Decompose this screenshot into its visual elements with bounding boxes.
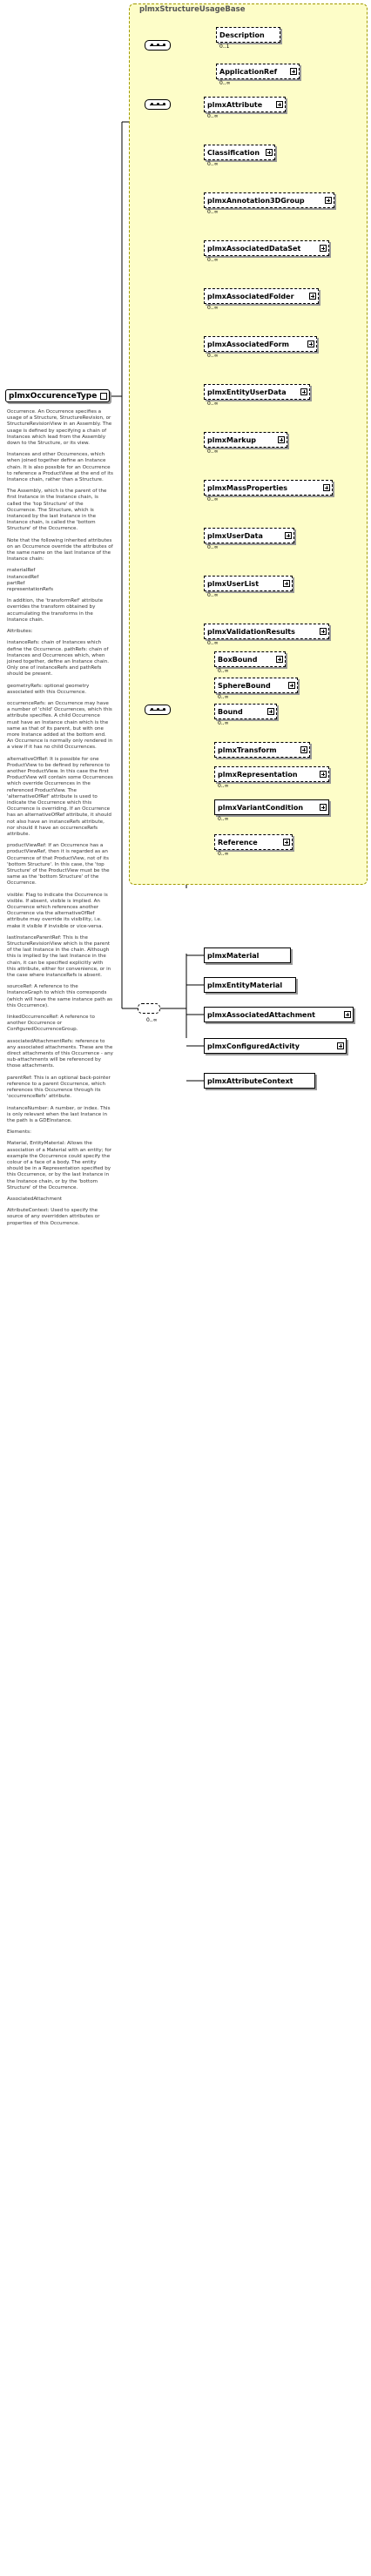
sequence-compositor-2 [145, 99, 171, 110]
cardinality-label: 0..∞ [207, 161, 219, 167]
element-plmxannotation3dgroup[interactable] [204, 192, 334, 208]
cardinality-label: 0..∞ [207, 496, 219, 502]
expand-icon[interactable] [323, 484, 330, 491]
doc-paragraph: Instances and other Occurrences, which when joined together define an Instance chain. It is also possible for an Occurrence to reference a ProductView at the end of its Instance chain, rather than a Structure. [7, 452, 115, 483]
cardinality-label: 0..∞ [218, 694, 229, 700]
element-plmxassociatedform[interactable] [204, 336, 317, 352]
root-element-label: plmxOccurenceType [9, 392, 98, 401]
expand-icon[interactable] [344, 1011, 351, 1018]
element-plmxattribute[interactable] [204, 97, 286, 112]
doc-paragraph: productViewRef: If an Occurrence has a productViewRef, then it is regarded as an Occurrence of that ProductView, not of its 'bottom Structure'. In this case, the 'top Structure' of the ProductView must be the same as the 'bottom Structure' of the Occurrence. [7, 843, 111, 887]
expand-icon[interactable] [300, 746, 307, 753]
doc-paragraph: materialRef instancedRef partRef representationRefs [7, 568, 53, 593]
element-description[interactable] [216, 27, 280, 43]
expand-icon[interactable] [278, 436, 285, 443]
doc-paragraph: Occurrence. An Occurrence specifies a usage of a Structure, StructureRevision, or StructureRevisionView in an Assembly. The usage is defined by specifying a chain of Instances which lead from the Assembly down to the Structure, or its view. [7, 409, 113, 447]
doc-paragraph: Attributes: [7, 629, 33, 635]
element-label: BoxBound [218, 656, 258, 664]
element-label: Bound [218, 708, 243, 716]
cardinality-label: 0..∞ [207, 401, 219, 407]
expand-icon[interactable] [266, 149, 273, 156]
expand-icon[interactable] [320, 245, 327, 252]
element-label: plmxRepresentation [218, 771, 298, 779]
expand-icon[interactable] [337, 1042, 344, 1049]
expand-icon[interactable] [290, 68, 297, 75]
element-label: plmxAssociatedAttachment [207, 1011, 315, 1019]
cardinality-label: 0..∞ [218, 851, 229, 857]
cardinality-label: 0..∞ [218, 783, 229, 789]
element-plmxentitymaterial[interactable] [204, 977, 296, 993]
expand-icon[interactable] [283, 839, 290, 846]
cardinality-label: 0..∞ [218, 720, 229, 726]
cardinality-label: 0..∞ [207, 113, 219, 119]
element-plmxuserdata[interactable] [204, 528, 294, 543]
doc-paragraph: Note that the following inherited attributes on an Occurrence override the attributes of the same name on the last Instance of the Instance chain: [7, 537, 115, 563]
element-plmxassociatedattachment[interactable] [204, 1007, 354, 1022]
choice-cardinality: 0..∞ [146, 1017, 158, 1023]
sequence-compositor-3 [145, 705, 171, 715]
expand-icon[interactable] [320, 628, 327, 635]
element-reference[interactable] [214, 834, 293, 850]
doc-paragraph: AttributeContext: Used to specify the source of any overridden attributes or properties of this Occurrence. [7, 1208, 102, 1226]
expand-icon[interactable] [276, 656, 283, 663]
element-label: plmxConfiguredActivity [207, 1042, 300, 1050]
element-plmxentityuserdata[interactable] [204, 384, 310, 400]
doc-paragraph: associatedAttachmentRefs: reference to any associated attachments. These are the direct attachments of this Occurrence - any sub-attachments will be referenced by those attachments. [7, 1038, 115, 1069]
choice-compositor [138, 1003, 160, 1014]
element-label: ApplicationRef [219, 68, 278, 76]
expand-icon[interactable] [309, 293, 316, 300]
expand-icon[interactable] [285, 532, 292, 539]
element-classification[interactable] [204, 145, 275, 160]
element-plmxmaterial[interactable] [204, 947, 291, 963]
doc-paragraph: instanceRefs: chain of Instances which define the Occurrence. pathRefs: chain of Instances and Occurrences which, when joined together, define an Instance chain. Only one of instanceRefs and pathRefs should be present. [7, 640, 111, 678]
doc-paragraph: parentRef: This is an optional back-pointer reference to a parent Occurrence, which references this Occurrence through its 'occurrenceRefs' attribute. [7, 1075, 112, 1100]
element-bound[interactable] [214, 704, 277, 719]
element-spherebound[interactable] [214, 678, 298, 693]
expand-icon[interactable] [283, 580, 290, 587]
sequence-compositor-1 [145, 40, 171, 51]
doc-paragraph: linkedOccurrenceRef: A reference to another Occurrence or ConfiguredOccurrenceGroup. [7, 1015, 97, 1033]
element-plmxconfiguredactivity[interactable] [204, 1038, 347, 1054]
element-label: plmxTransform [218, 746, 277, 754]
cardinality-label: 0..∞ [207, 305, 219, 311]
element-label: plmxUserData [207, 532, 263, 540]
element-plmxvariantcondition[interactable] [214, 799, 329, 815]
doc-paragraph: visible: Flag to indicate the Occurrence is visible. If absent, visible is implied. An Occurrence which references another Occurrence via the alternativeOfRef attribute may override its visibility, i.e. make it visible if invisible or vice-versa. [7, 892, 110, 929]
element-label: plmxEntityUserData [207, 388, 287, 396]
element-plmxuserlist[interactable] [204, 576, 293, 591]
cardinality-label: 0..∞ [207, 448, 219, 455]
doc-paragraph: Material, EntityMaterial: Allows the association of a Material with an entity; for example the Occurrence could specify the colour of a face of a body. The entity should be in a Representation specified by this Occurrence, or by the last Instance in the Instance chain, or by the 'bottom Structure' of the Occurrence. [7, 1141, 113, 1190]
doc-paragraph: In addition, the 'transformRef' attribute overrides the transform obtained by accumulating the transforms in the Instance chain. [7, 598, 105, 623]
doc-paragraph: alternativeOfRef: It is possible for one ProductView to be defined by reference to another ProductView. In this case the first ProductView will contain some Occurrences which override Occurrences in the referenced ProductView. The 'alternativeOfRef' attribute is used to indicate the Occurrence which this Occurrence is overriding. If an Occurrence has an alternativeOfRef attribute, it should not also have an instanceRefs attribute, nor should it have an occurrenceRefs attribute. [7, 756, 115, 837]
element-label: SphereBound [218, 682, 271, 690]
doc-paragraph: sourceRef: A reference to the InstanceGraph to which this corresponds (which will have the same instance path as this Occurrence). [7, 984, 114, 1008]
expand-icon[interactable] [300, 388, 307, 395]
cardinality-label: 0..∞ [207, 640, 219, 646]
expand-icon[interactable] [267, 708, 274, 715]
doc-paragraph: geometryRefs: optional geometry associated with this Occurrence. [7, 683, 91, 695]
expand-icon[interactable] [320, 771, 327, 778]
element-label: Classification [207, 149, 260, 157]
expand-icon[interactable] [320, 804, 327, 811]
doc-paragraph: AssociatedAttachment [7, 1196, 63, 1202]
root-element-plmx-occurence-type[interactable] [5, 389, 110, 402]
element-label: plmxUserList [207, 580, 260, 588]
doc-paragraph: instanceNumber: A number, or index. This is only relevant when the last Instance in the path is a GDEInstance. [7, 1105, 112, 1123]
element-label: plmxAssociatedFolder [207, 293, 294, 300]
element-plmxattributecontext[interactable] [204, 1073, 315, 1089]
element-label: Description [219, 31, 265, 39]
cardinality-label: 0..∞ [218, 816, 229, 822]
expand-icon[interactable] [325, 197, 332, 204]
cardinality-label: 0..∞ [207, 257, 219, 263]
element-plmxvalidationresults[interactable] [204, 624, 329, 639]
element-label: plmxEntityMaterial [207, 981, 283, 989]
doc-paragraph: The Assembly, which is the parent of the first Instance in the Instance chain, is called the 'top Structure' of the Occurrence. The Structure, which is instanced by the last Instance in the Instance chain, is called the 'bottom Structure' of the Occurrence. [7, 489, 109, 532]
cardinality-label: 0..∞ [207, 209, 219, 215]
element-label: plmxValidationResults [207, 628, 295, 636]
documentation [7, 409, 113, 1232]
element-label: plmxAnnotation3DGroup [207, 197, 305, 205]
expand-icon[interactable] [100, 393, 107, 400]
cardinality-label: 0..1 [219, 44, 230, 50]
expand-icon[interactable] [288, 682, 295, 689]
element-label: Reference [218, 839, 258, 846]
element-plmxassociatedfolder[interactable] [204, 288, 319, 304]
cardinality-label: 0..∞ [207, 353, 219, 359]
element-label: plmxAssociatedDataSet [207, 245, 301, 253]
element-plmxrepresentation[interactable] [214, 766, 329, 782]
element-plmxtransform[interactable] [214, 742, 310, 758]
doc-paragraph: occurrenceRefs: an Occurrence may have a number of 'child' Occurrences, which this attribute specifies. A child Occurrence must have an Instance chain which is the same as that of its parent, but with one more Instance added at the bottom end. An Occurrence is normally only rendered in a view if it has no child Occurrences. [7, 700, 114, 751]
cardinality-label: 0..∞ [218, 668, 229, 674]
doc-paragraph: lastInstanceParentRef: This is the StructureRevisionView which is the parent of the last Instance in the chain. Although this is implied by the last Instance in the chain, it can be specified explicitly with this attribute, either for convenience, or in the case where instanceRefs is absent. [7, 934, 112, 979]
cardinality-label: 0..∞ [219, 80, 231, 86]
element-label: plmxMaterial [207, 952, 260, 960]
element-label: plmxMassProperties [207, 484, 288, 492]
element-label: plmxAttributeContext [207, 1077, 293, 1085]
cardinality-label: 0..∞ [207, 544, 219, 550]
element-label: plmxMarkup [207, 436, 257, 444]
element-label: plmxVariantCondition [218, 804, 304, 812]
element-plmxmarkup[interactable] [204, 432, 287, 448]
expand-icon[interactable] [307, 341, 314, 347]
element-boxbound[interactable] [214, 651, 286, 667]
element-plmxmassproperties[interactable] [204, 480, 333, 496]
doc-paragraph: Elements: [7, 1130, 31, 1136]
element-applicationref[interactable] [216, 64, 300, 79]
expand-icon[interactable] [276, 101, 283, 108]
element-label: plmxAssociatedForm [207, 341, 289, 348]
cardinality-label: 0..∞ [207, 592, 219, 598]
base-type-title: plmxStructureUsageBase [139, 5, 246, 14]
element-plmxassociateddataset[interactable] [204, 240, 329, 256]
element-label: plmxAttribute [207, 101, 263, 109]
